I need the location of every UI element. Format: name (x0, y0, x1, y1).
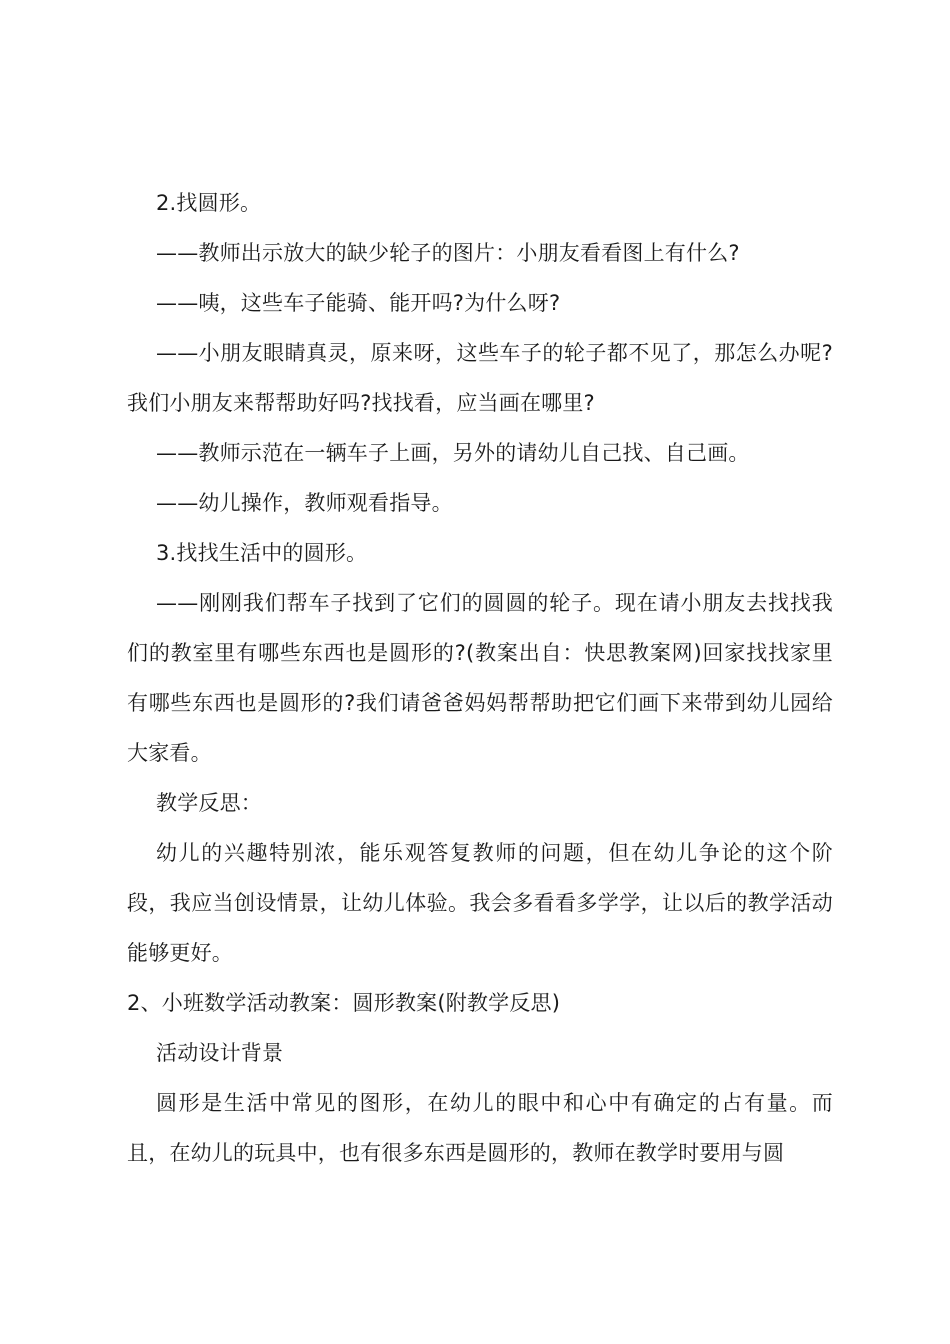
paragraph-can-cars-move: ——咦，这些车子能骑、能开吗?为什么呀? (156, 291, 561, 315)
heading-teaching-reflection: 教学反思： (156, 791, 262, 815)
paragraph-teacher-shows-picture: ——教师出示放大的缺少轮子的图片：小朋友看看图上有什么? (156, 241, 740, 265)
document-body (127, 178, 833, 1178)
paragraph-classroom-circles: ——刚刚我们帮车子找到了它们的圆圆的轮子。现在请小朋友去找找我们的教室里有哪些东西也是圆形的?(教案出自：快思教案网)回家找找家里有哪些东西也是圆形的?我们请爸爸妈妈帮帮助把它们画下来带到幼儿园给大家看。 (127, 591, 833, 765)
heading-design-background: 活动设计背景 (156, 1041, 284, 1065)
heading-lesson-plan-2: 2、小班数学活动教案：圆形教案(附教学反思) (127, 991, 561, 1015)
paragraph-children-operate: ——幼儿操作，教师观看指导。 (156, 491, 453, 515)
paragraph-find-circles-in-life: 3.找找生活中的圆形。 (156, 541, 368, 565)
paragraph-find-circles: 2.找圆形。 (156, 191, 262, 215)
paragraph-teacher-demonstrates: ——教师示范在一辆车子上画，另外的请幼儿自己找、自己画。 (156, 441, 750, 465)
paragraph-design-background-body: 圆形是生活中常见的图形，在幼儿的眼中和心中有确定的占有量。而且，在幼儿的玩具中，也有很多东西是圆形的，教师在教学时要用与圆 (127, 1091, 833, 1165)
paragraph-reflection-body: 幼儿的兴趣特别浓，能乐观答复教师的问题，但在幼儿争论的这个阶段，我应当创设情景，让幼儿体验。我会多看看多学学，让以后的教学活动能够更好。 (127, 841, 833, 965)
paragraph-wheels-missing: ——小朋友眼睛真灵，原来呀，这些车子的轮子都不见了，那怎么办呢?我们小朋友来帮帮助好吗?找找看，应当画在哪里? (127, 341, 833, 415)
